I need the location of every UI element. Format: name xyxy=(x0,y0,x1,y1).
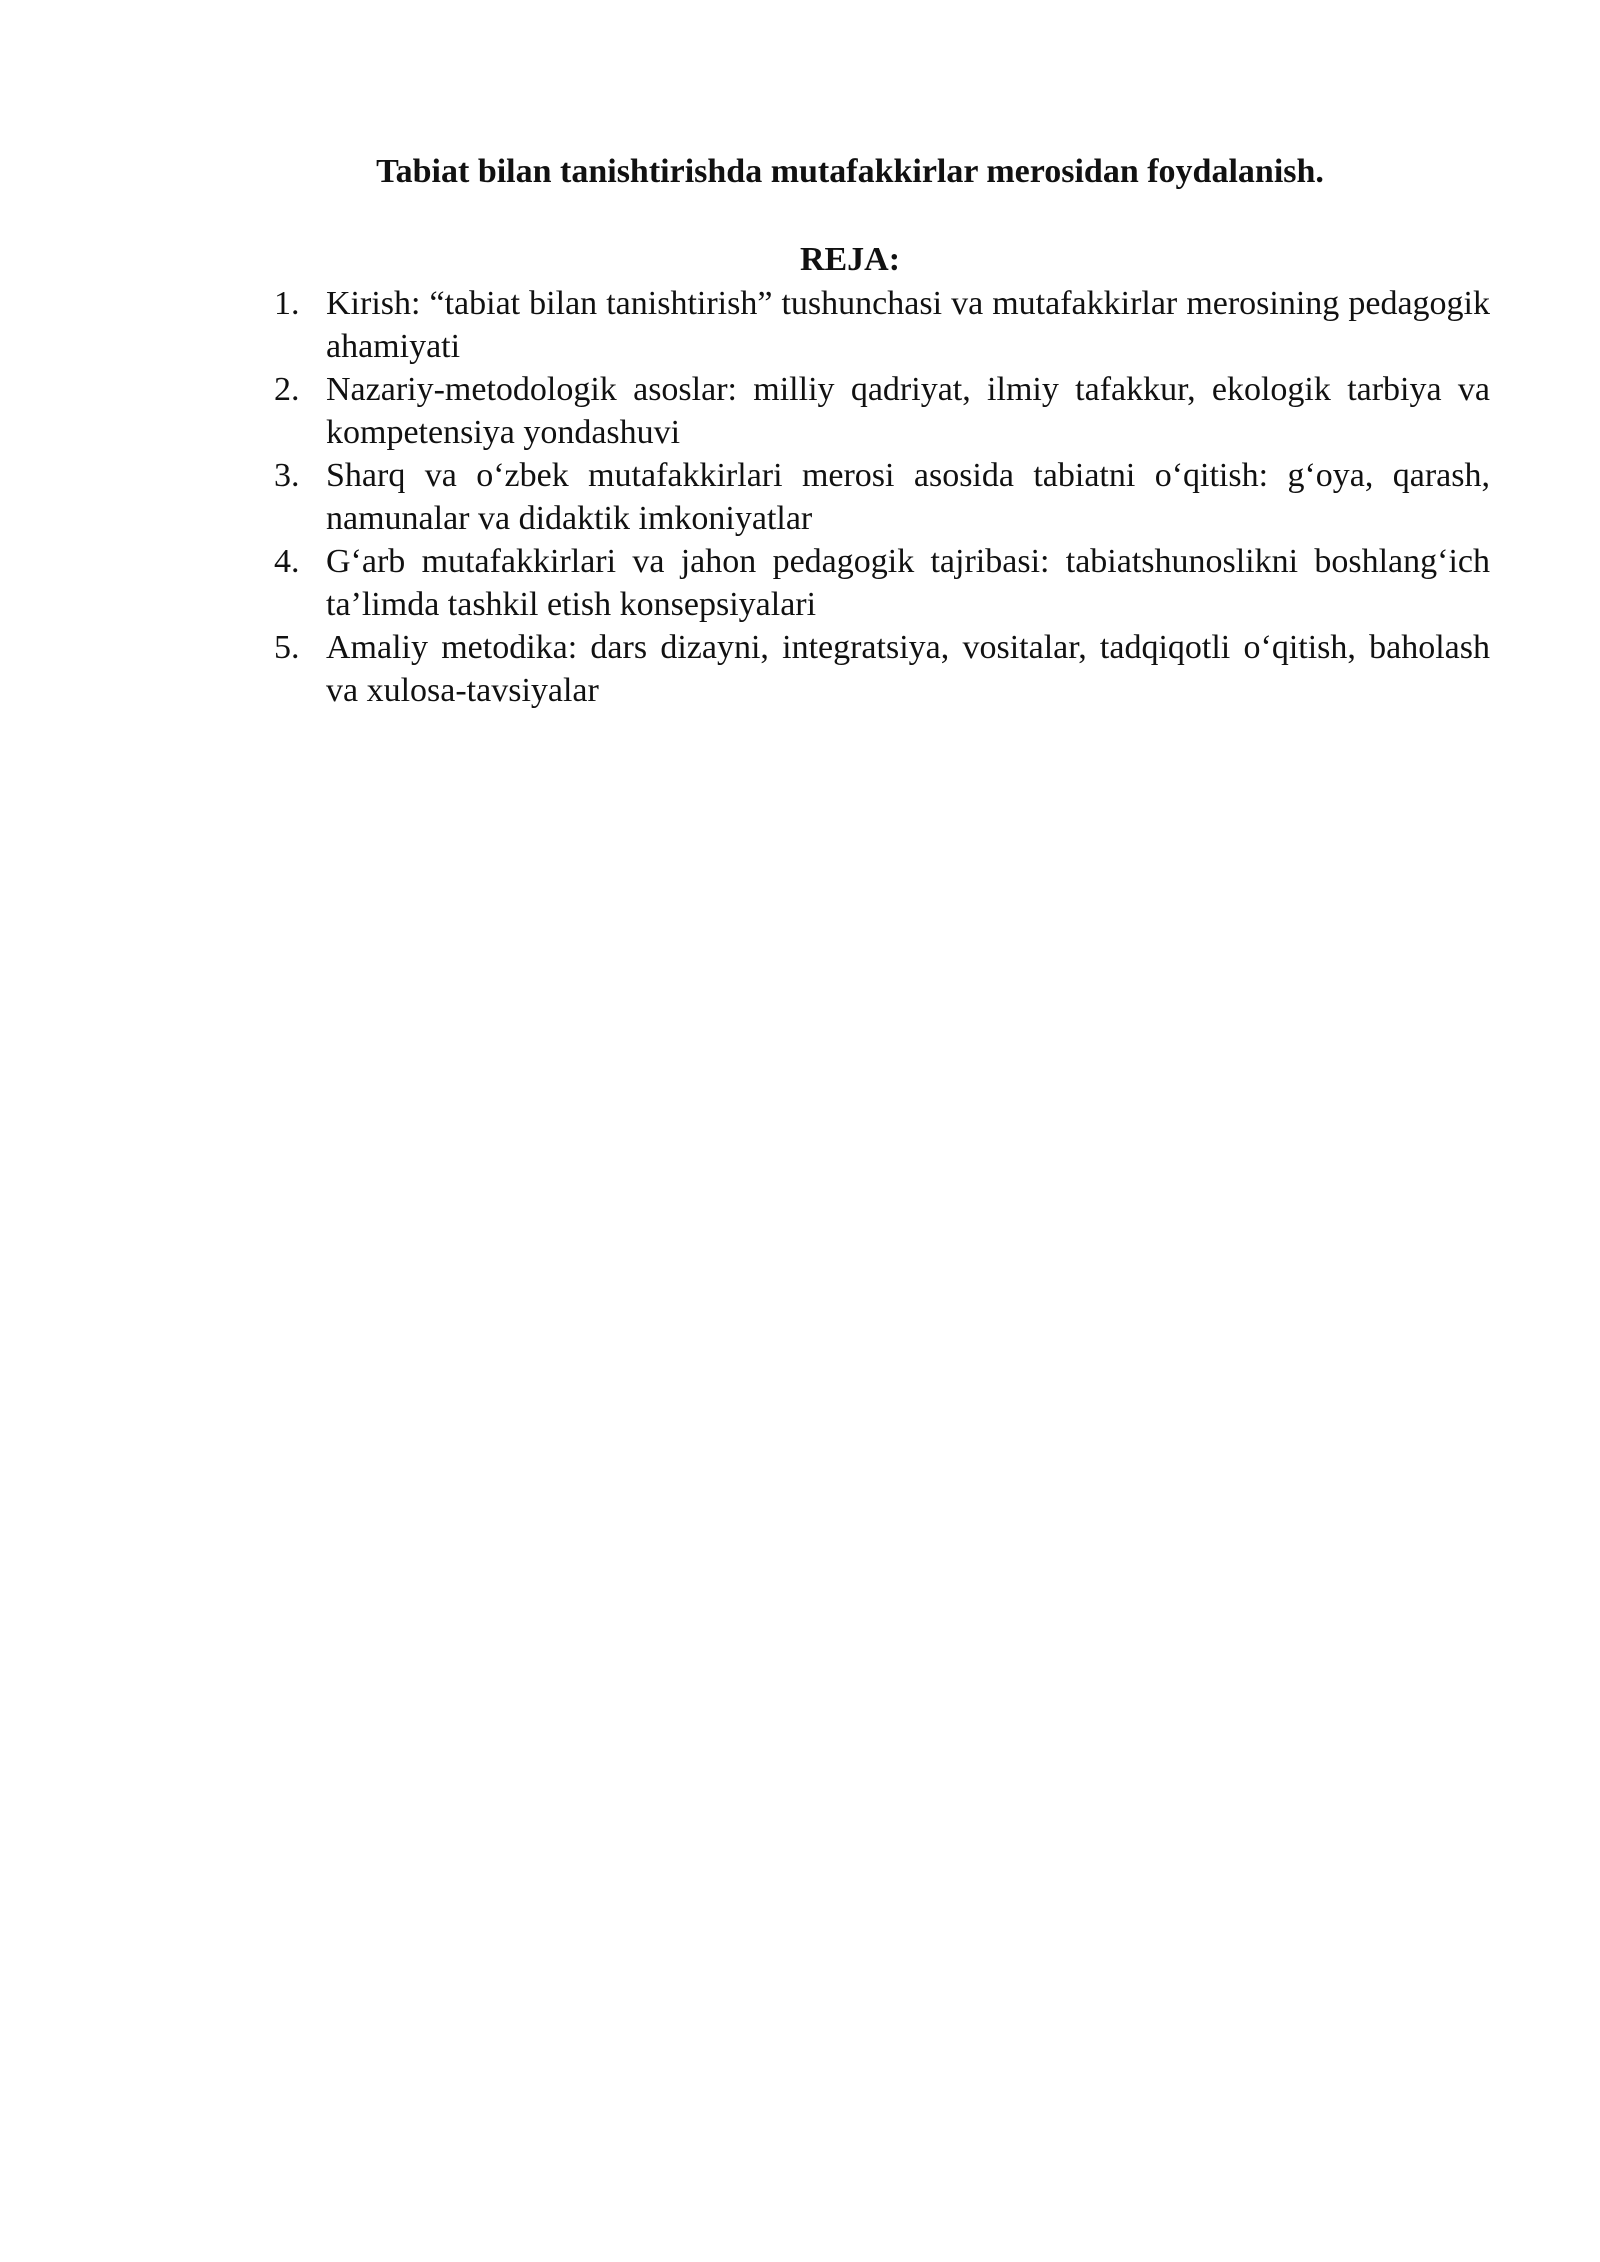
plan-item-text: Sharq va o‘zbek mutafakkirlari merosi asosida tabiatni o‘qitish: g‘oya, qarash, namunalar va didaktik imkoniyatlar xyxy=(326,457,1490,537)
plan-item-text: Amaliy metodika: dars dizayni, integratsiya, vositalar, tadqiqotli o‘qitish, baholash va xulosa-tavsiyalar xyxy=(326,629,1490,709)
plan-item-number: 4. xyxy=(274,543,300,580)
plan-item-text: Nazariy-metodologik asoslar: milliy qadriyat, ilmiy tafakkur, ekologik tarbiya va kompetensiya yondashuvi xyxy=(326,371,1490,451)
plan-item-number: 5. xyxy=(274,629,300,666)
plan-heading: REJA: xyxy=(799,241,901,278)
plan-item-2 xyxy=(274,368,1490,454)
document-title: Tabiat bilan tanishtirishda mutafakkirlar merosidan foydalanish. xyxy=(376,153,1324,190)
plan-item-number: 3. xyxy=(274,457,300,494)
plan-item-5 xyxy=(274,626,1490,712)
plan-item-1 xyxy=(274,282,1490,368)
plan-item-text: G‘arb mutafakkirlari va jahon pedagogik tajribasi: tabiatshunoslikni boshlang‘ich ta’limda tashkil etish konsepsiyalari xyxy=(326,543,1490,623)
plan-item-3 xyxy=(274,454,1490,540)
plan-item-number: 2. xyxy=(274,371,300,408)
plan-item-number: 1. xyxy=(274,285,300,322)
plan-item-4 xyxy=(274,540,1490,626)
plan-item-text: Kirish: “tabiat bilan tanishtirish” tushunchasi va mutafakkirlar merosining pedagogik ahamiyati xyxy=(326,285,1490,365)
plan-list xyxy=(274,282,1490,712)
